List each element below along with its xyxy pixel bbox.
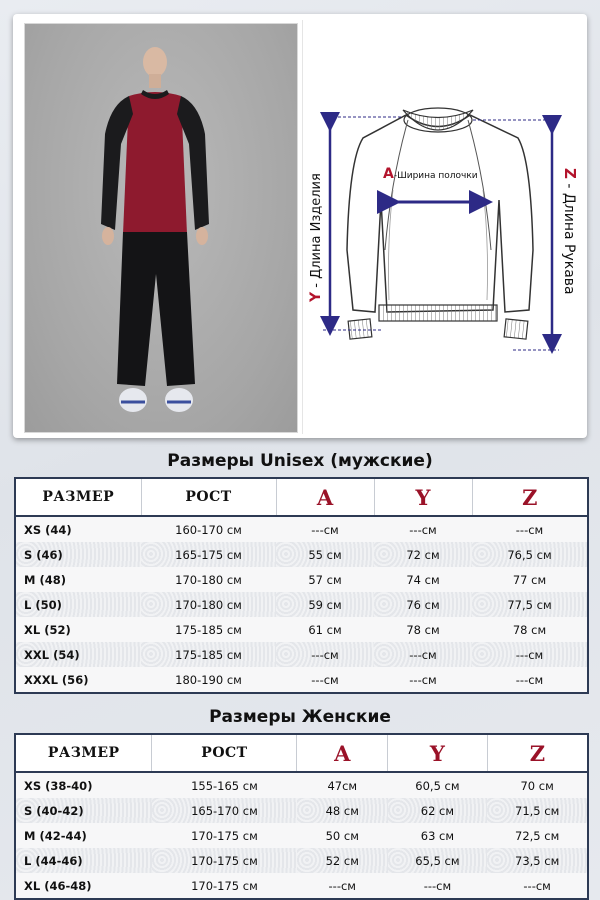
header-height: РОСТ (152, 735, 297, 772)
unisex-table-body (16, 516, 587, 692)
height-cell: 165-170 см (152, 798, 297, 823)
table-row (16, 772, 587, 798)
z-cell: 76,5 см (472, 542, 587, 567)
size-cell: L (50) (16, 592, 141, 617)
y-cell: ---см (374, 642, 472, 667)
header-a: A (276, 479, 374, 516)
length-label: Y - Длина Изделия (308, 173, 324, 302)
z-cell: 73,5 см (487, 848, 587, 873)
header-z: Z (472, 479, 587, 516)
product-images-panel (13, 14, 587, 438)
a-cell: 59 см (276, 592, 374, 617)
table-row (16, 542, 587, 567)
table-row (16, 642, 587, 667)
y-cell: 78 см (374, 617, 472, 642)
a-cell: ---см (276, 642, 374, 667)
size-cell: XL (46-48) (16, 873, 152, 898)
women-section-title: Размеры Женские (209, 707, 391, 727)
height-cell: 170-175 см (152, 823, 297, 848)
size-cell: M (42-44) (16, 823, 152, 848)
size-cell: M (48) (16, 567, 141, 592)
height-cell: 160-170 см (141, 516, 276, 542)
y-cell: 74 см (374, 567, 472, 592)
z-cell: 78 см (472, 617, 587, 642)
size-cell: XXXL (56) (16, 667, 141, 692)
y-cell: ---см (388, 873, 488, 898)
table-row (16, 798, 587, 823)
a-cell: 55 см (276, 542, 374, 567)
table-row (16, 592, 587, 617)
table-row (16, 848, 587, 873)
unisex-size-table (14, 477, 589, 694)
size-cell: XXL (54) (16, 642, 141, 667)
a-cell: ---см (276, 516, 374, 542)
table-header-row (16, 479, 587, 516)
height-cell: 170-175 см (152, 873, 297, 898)
table-row (16, 823, 587, 848)
a-cell: 50 см (297, 823, 388, 848)
header-z: Z (487, 735, 587, 772)
size-cell: XL (52) (16, 617, 141, 642)
y-cell: ---см (374, 516, 472, 542)
height-cell: 170-175 см (152, 848, 297, 873)
size-cell: S (40-42) (16, 798, 152, 823)
y-cell: 63 см (388, 823, 488, 848)
header-size: РАЗМЕР (16, 479, 141, 516)
header-a: A (297, 735, 388, 772)
a-cell: 57 см (276, 567, 374, 592)
height-cell: 170-180 см (141, 567, 276, 592)
z-cell: ---см (487, 873, 587, 898)
a-cell: ---см (297, 873, 388, 898)
y-cell: 62 см (388, 798, 488, 823)
z-cell: 70 см (487, 772, 587, 798)
table-row (16, 617, 587, 642)
table-row (16, 567, 587, 592)
y-cell: 76 см (374, 592, 472, 617)
height-cell: 180-190 см (141, 667, 276, 692)
a-cell: 52 см (297, 848, 388, 873)
model-figure-illustration (25, 24, 297, 432)
header-size: РАЗМЕР (16, 735, 152, 772)
z-cell: 77,5 см (472, 592, 587, 617)
z-cell: ---см (472, 642, 587, 667)
y-cell: 72 см (374, 542, 472, 567)
width-label: A-Ширина полочки (383, 166, 478, 182)
women-size-table (14, 733, 589, 900)
a-cell: ---см (276, 667, 374, 692)
height-cell: 175-185 см (141, 617, 276, 642)
a-cell: 48 см (297, 798, 388, 823)
model-photo (24, 23, 298, 433)
size-cell: S (46) (16, 542, 141, 567)
height-cell: 170-180 см (141, 592, 276, 617)
table-row (16, 667, 587, 692)
measurement-diagram (302, 20, 582, 434)
a-cell: 61 см (276, 617, 374, 642)
size-cell: L (44-46) (16, 848, 152, 873)
header-y: Y (374, 479, 472, 516)
women-table-body (16, 772, 587, 898)
sleeve-label: Z - Длина Рукава (561, 168, 579, 295)
size-cell: XS (44) (16, 516, 141, 542)
z-cell: 72,5 см (487, 823, 587, 848)
z-cell: ---см (472, 667, 587, 692)
header-y: Y (388, 735, 488, 772)
height-cell: 175-185 см (141, 642, 276, 667)
table-row (16, 873, 587, 898)
z-cell: ---см (472, 516, 587, 542)
header-height: РОСТ (141, 479, 276, 516)
y-cell: 60,5 см (388, 772, 488, 798)
z-cell: 71,5 см (487, 798, 587, 823)
unisex-section-title: Размеры Unisex (мужские) (167, 451, 433, 471)
height-cell: 165-175 см (141, 542, 276, 567)
table-header-row (16, 735, 587, 772)
y-cell: 65,5 см (388, 848, 488, 873)
z-cell: 77 см (472, 567, 587, 592)
table-row (16, 516, 587, 542)
size-cell: XS (38-40) (16, 772, 152, 798)
a-cell: 47см (297, 772, 388, 798)
sweatshirt-sketch (303, 20, 582, 434)
y-cell: ---см (374, 667, 472, 692)
height-cell: 155-165 см (152, 772, 297, 798)
